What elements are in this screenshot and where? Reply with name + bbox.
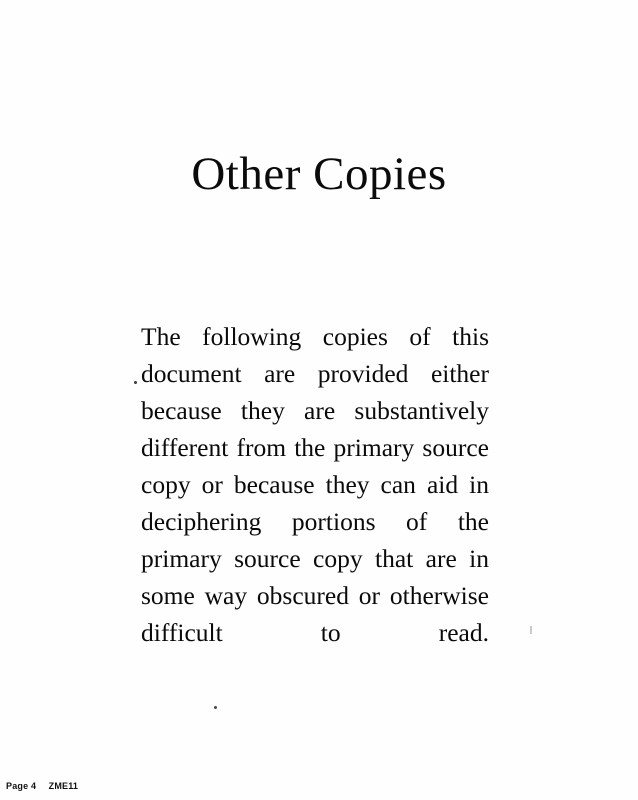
footer-doc-code: ZME11 [48,781,79,791]
scan-artifact-mark [530,626,532,634]
scan-artifact-dot [214,706,217,709]
page-title: Other Copies [191,148,447,201]
body-text-block [141,318,489,688]
footer-page-label: Page 4 [6,781,37,791]
scan-artifact-dot [134,381,137,384]
body-paragraph: The following copies of this document are provided either because they are substantively different from the primary source copy or because they can aid in deciphering portions of the primary source copy that are in some way obscured or otherwise difficult to read. [141,322,489,647]
page-footer [6,781,78,791]
